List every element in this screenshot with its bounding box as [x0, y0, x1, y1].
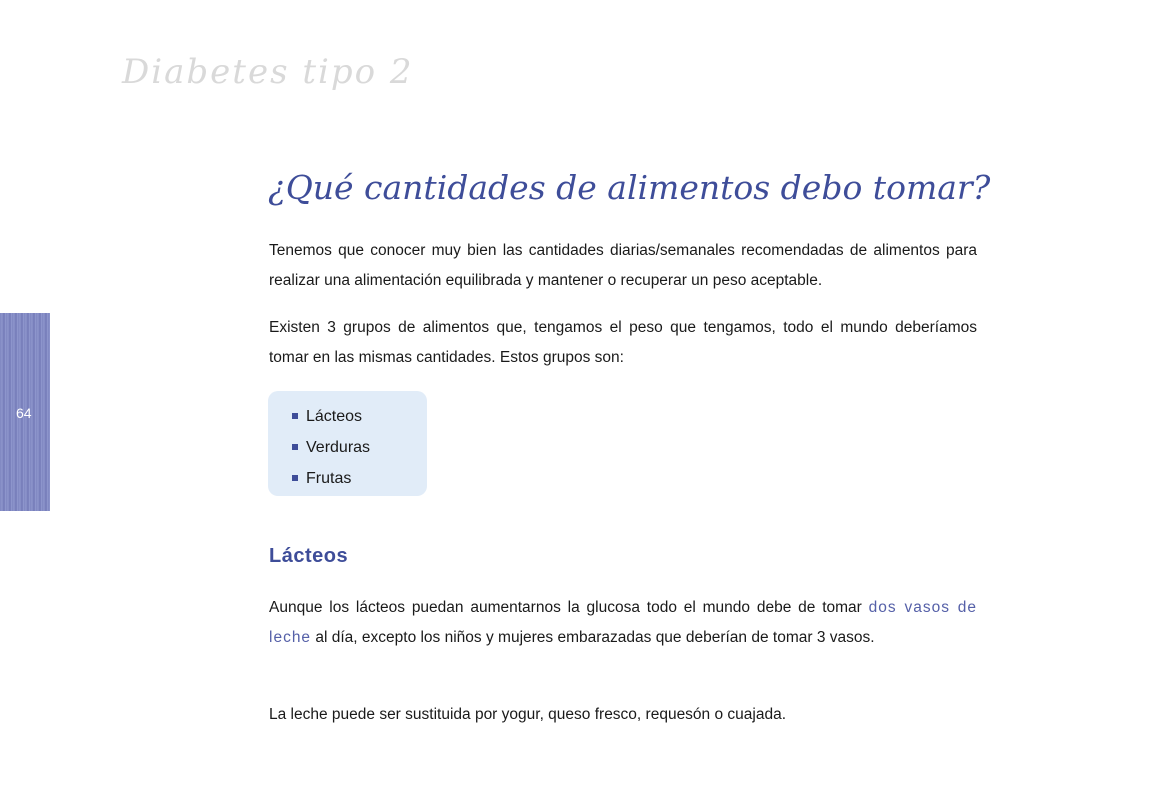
list-item: Frutas — [292, 463, 427, 494]
running-title: Diabetes tipo 2 — [122, 52, 414, 92]
list-item: Verduras — [292, 432, 427, 463]
square-bullet-icon — [292, 413, 298, 419]
square-bullet-icon — [292, 444, 298, 450]
list-item: Lácteos — [292, 401, 427, 432]
food-groups-box — [268, 391, 427, 496]
section-heading: Lácteos — [269, 545, 349, 567]
section-paragraph-1: Aunque los lácteos puedan aumentarnos la glucosa todo el mundo debe de tomar dos vasos de leche al día, excepto los niños y mujeres embarazadas que deberían de tomar 3 vasos. — [269, 599, 977, 646]
food-groups-list — [268, 391, 427, 494]
page-title: ¿Qué cantidades de alimentos debo tomar? — [268, 168, 991, 207]
section-paragraph-2: La leche puede ser sustituida por yogur, queso fresco, requesón o cuajada. — [269, 706, 787, 723]
page-number: 64 — [16, 405, 32, 421]
intro-paragraph-1: Tenemos que conocer muy bien las cantidades diarias/semanales recomendadas de alimentos para realizar una alimentación equilibrada y mantener o recuperar un peso aceptable. — [269, 242, 977, 289]
intro-paragraph-2: Existen 3 grupos de alimentos que, tengamos el peso que tengamos, todo el mundo deberíamos tomar en las mismas cantidades. Estos grupos son: — [269, 319, 977, 366]
highlighted-text: dos vasos de leche — [269, 599, 977, 646]
square-bullet-icon — [292, 475, 298, 481]
